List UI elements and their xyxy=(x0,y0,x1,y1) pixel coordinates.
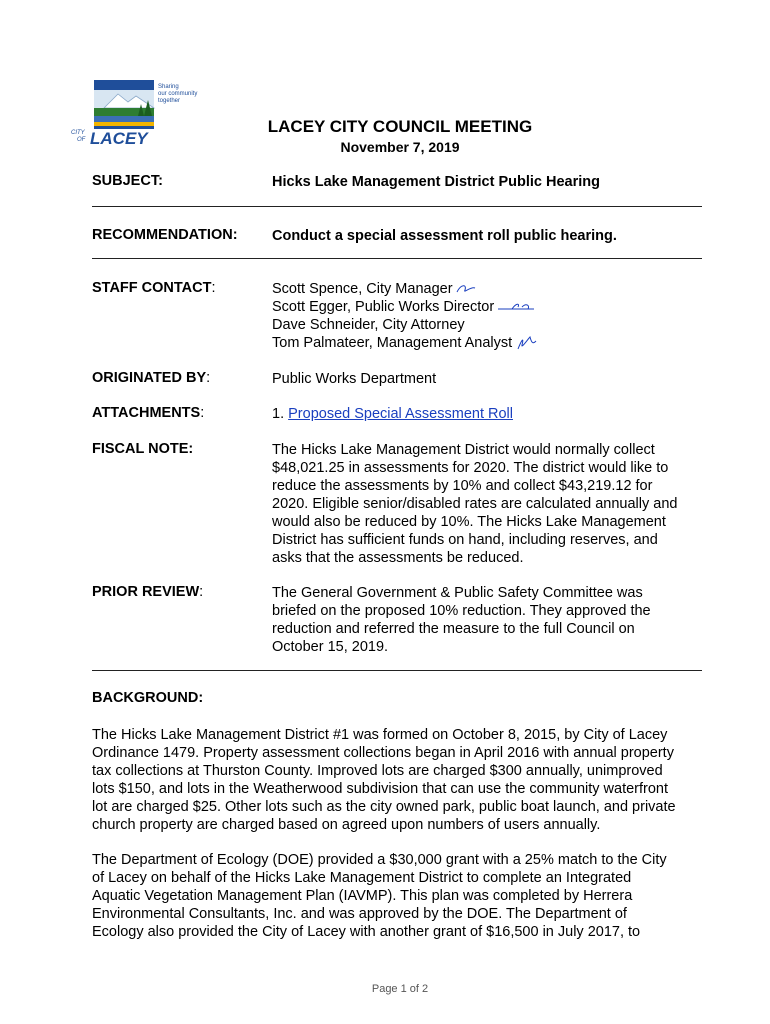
logo-city-small: CITY xyxy=(71,130,85,136)
originated-by-value: Public Works Department xyxy=(272,371,437,387)
subject-value: Hicks Lake Management District Public Hearing xyxy=(272,174,600,190)
staff-contact-list xyxy=(272,280,538,352)
background-heading: BACKGROUND: xyxy=(92,690,204,706)
subject-label: SUBJECT: xyxy=(92,173,163,189)
fiscal-note-label: FISCAL NOTE: xyxy=(92,441,194,457)
page-number: Page 1 of 2 xyxy=(371,983,429,995)
logo-tagline-1: Sharing xyxy=(158,84,179,90)
logo-city-name: LACEY xyxy=(90,129,148,148)
signature-initials-icon xyxy=(455,282,477,296)
divider xyxy=(92,206,702,207)
signature-initials-icon xyxy=(514,335,538,351)
background-paragraph-2: The Department of Ecology (DOE) provided a $30,000 grant with a 25% match to the City of Lacey on behalf of the Hicks Lake Management District to complete an Integrated Aquatic Vegetation Management Plan (IAVMP). This plan was completed by Herrera Environmental Consultants, Inc. and was approved by the DOE. The Department of Ecology also provided the City of Lacey with another grant of $16,500 in July 2017, to xyxy=(92,852,667,940)
attachments-label: ATTACHMENTS: xyxy=(92,405,205,421)
prior-review-text: The General Government & Public Safety Committee was briefed on the proposed 10% reduction. They approved the reduction and referred the measure to the full Council on October 15, 2019. xyxy=(272,585,651,655)
recommendation-value: Conduct a special assessment roll public hearing. xyxy=(272,228,617,244)
attachments-value: 1. Proposed Special Assessment Roll xyxy=(272,406,513,422)
divider xyxy=(92,670,702,671)
fiscal-note-text: The Hicks Lake Management District would normally collect $48,021.25 in assessments for 2020. The district would like to reduce the assessments by 10% and collect $43,219.12 for 2020. Eligible senior/disabled rates are calculated annually and would also be reduced by 10%. The Hicks Lake Management District has sufficient funds on hand, including reserves, and asks that the assessments be reduced. xyxy=(272,442,678,566)
meeting-title: LACEY CITY COUNCIL MEETING xyxy=(267,117,533,136)
background-paragraph-1: The Hicks Lake Management District #1 was formed on October 8, 2015, by City of Lacey Ordinance 1479. Property assessment collections began in April 2016 with annual property tax collections at Thurston County. Improved lots are charged $300 annually, unimproved lots $150, and lots in the Weatherwood subdivision that can use the community waterfront lot are charged $25. Other lots such as the city owned park, public boat launch, and private church property are charged based on agreed upon numbers of users annually. xyxy=(92,727,676,833)
staff-contact-item: Tom Palmateer, Management Analyst xyxy=(272,334,538,352)
recommendation-label: RECOMMENDATION: xyxy=(92,227,238,243)
staff-contact-item: Dave Schneider, City Attorney xyxy=(272,317,465,333)
staff-contact-item: Scott Egger, Public Works Director xyxy=(272,298,538,316)
originated-by-label: ORIGINATED BY: xyxy=(92,370,211,386)
staff-contact-item: Scott Spence, City Manager xyxy=(272,280,538,298)
logo-tagline-2: our community xyxy=(158,91,198,97)
divider xyxy=(92,258,702,259)
attachment-link[interactable]: Proposed Special Assessment Roll xyxy=(288,406,513,422)
logo-tagline-3: together xyxy=(158,98,181,104)
logo-of-small: OF xyxy=(77,137,86,143)
prior-review-label: PRIOR REVIEW: xyxy=(92,584,204,600)
signature-initials-icon xyxy=(496,301,536,313)
meeting-date: November 7, 2019 xyxy=(340,139,460,155)
staff-contact-label: STAFF CONTACT: xyxy=(92,280,216,296)
